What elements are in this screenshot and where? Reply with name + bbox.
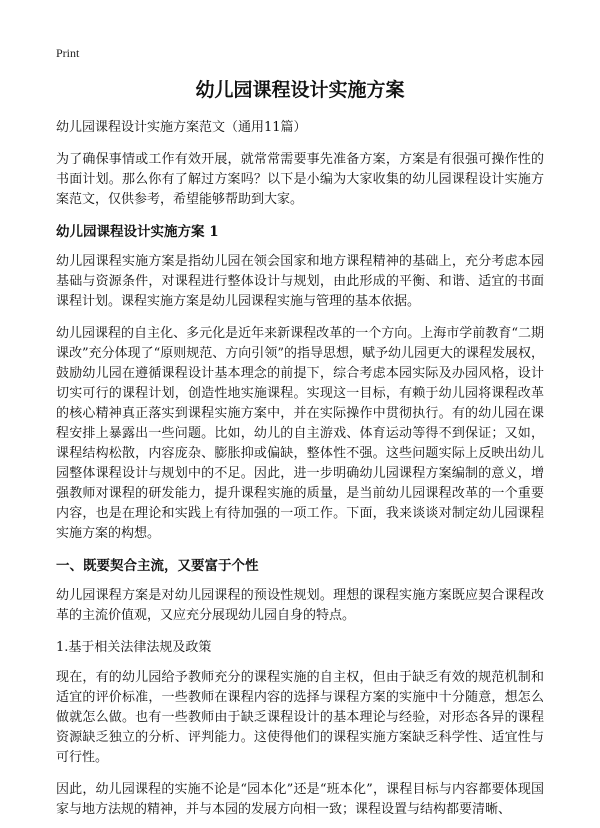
subsection-heading: 1.基于相关法律法规及政策 <box>56 640 212 655</box>
page-title: 幼儿园课程设计实施方案 <box>195 79 405 101</box>
body-paragraph: 现在，有的幼儿园给予教师充分的课程实施的自主权，但由于缺乏有效的规范机制和适宜的评价标准，一些教师在课程内容的选择与课程方案的实施中十分随意，想怎么做就怎么做。也有一些教师由于缺乏课程设计的基本理论与经验，对形态各异的课程资源缺乏独立的分析、评判能力。这使得他们的课程实施方案缺乏科学性、适宜性与可行性。 <box>56 670 544 765</box>
section-heading: 一、既要契合主流，又要富于个性 <box>56 558 259 574</box>
document-subtitle: 幼儿园课程设计实施方案范文（通用11篇） <box>56 120 307 135</box>
document-body <box>56 118 544 828</box>
section-heading: 幼儿园课程设计实施方案 1 <box>56 224 219 240</box>
body-paragraph: 幼儿园课程方案是对幼儿园课程的预设性规划。理想的课程实施方案既应契合课程改革的主流价值观，又应充分展现幼儿园自身的特点。 <box>56 588 544 623</box>
body-paragraph: 幼儿园课程实施方案是指幼儿园在领会国家和地方课程精神的基础上，充分考虑本园基础与资源条件，对课程进行整体设计与规划，由此形成的平衡、和谐、适宜的书面课程计划。课程实施方案是幼儿园课程实施与管理的基本依据。 <box>56 254 544 309</box>
print-link[interactable]: Print <box>56 46 80 60</box>
body-paragraph: 因此，幼儿园课程的实施不论是“园本化”还是“班本化”，课程目标与内容都要体现国家与地方法规的精神，并与本园的发展方向相一致；课程设置与结构都要清晰、 <box>56 782 544 817</box>
intro-paragraph: 为了确保事情或工作有效开展，就常常需要事先准备方案，方案是有很强可操作性的书面计划。那么你有了解过方案吗？以下是小编为大家收集的幼儿园课程设计实施方案范文，仅供参考，希望能够帮助到大家。 <box>56 152 544 207</box>
body-paragraph: 幼儿园课程的自主化、多元化是近年来新课程改革的一个方向。上海市学前教育“二期课改”充分体现了“原则规范、方向引领”的指导思想，赋予幼儿园更大的课程发展权，鼓励幼儿园在遵循课程设计基本理念的前提下，综合考虑本园实际及办园风格，设计切实可行的课程计划，创造性地实施课程。实现这一目标，有赖于幼儿园将课程改革的核心精神真正落实到课程实施方案中，并在实际操作中贯彻执行。有的幼儿园在课程安排上暴露出一些问题。比如，幼儿的自主游戏、体育运动等得不到保证；又如，课程结构松散，内容庞杂、膨胀抑或偏缺，整体性不强。这些问题实际上反映出幼儿园整体课程设计与规划中的不足。因此，进一步明确幼儿园课程方案编制的意义，增强教师对课程的研发能力，提升课程实施的质量，是当前幼儿园课程改革的一个重要内容，也是在理论和实践上有待加强的一项工作。下面，我来谈谈对制定幼儿园课程实施方案的构想。 <box>56 326 544 541</box>
